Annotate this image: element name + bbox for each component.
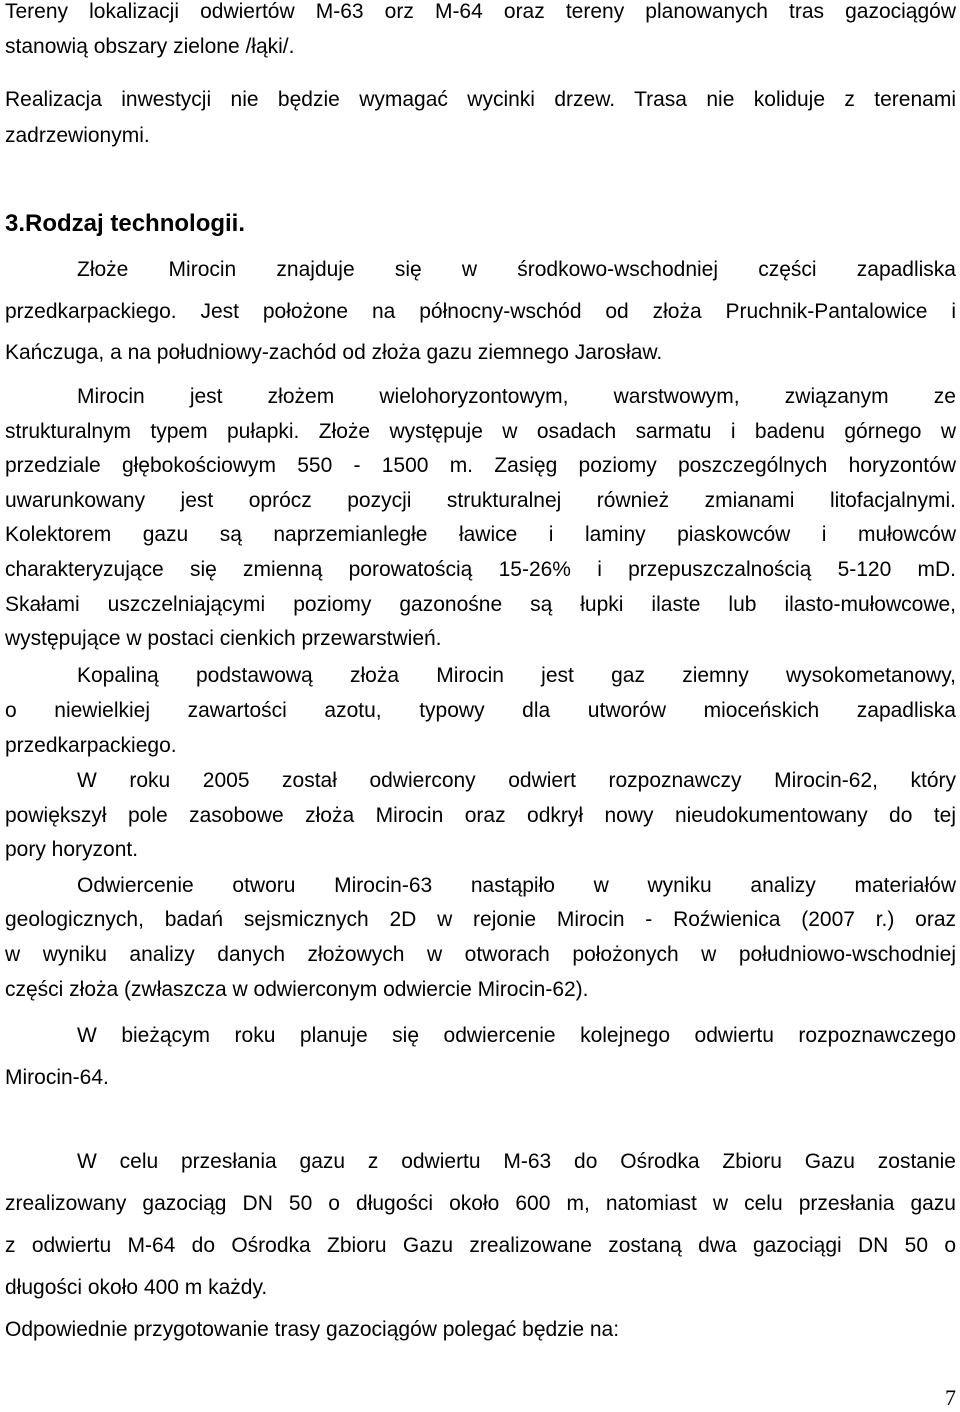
text-line: przedkarpackiego. Jest położone na północny-wschód od złoża Pruchnik-Pantalowice i <box>5 300 956 323</box>
text-line: Kańczuga, a na południowy-zachód od złoża gazu ziemnego Jarosław. <box>5 341 663 364</box>
text-line: stanowią obszary zielone /łąki/. <box>5 35 295 58</box>
text-line: Skałami uszczelniającymi poziomy gazonośne są łupki ilaste lub ilasto-mułowcowe, <box>5 593 956 616</box>
text-line: Odwiercenie otworu Mirocin-63 nastąpiło w wyniku analizy materiałów <box>77 874 956 897</box>
text-line: powiększył pole zasobowe złoża Mirocin oraz odkrył nowy nieudokumentowany do tej <box>5 804 956 827</box>
text-line: strukturalnym typem pułapki. Złoże występuje w osadach sarmatu i badenu górnego w <box>5 420 956 443</box>
text-line: zrealizowany gazociąg DN 50 o długości około 600 m, natomiast w celu przesłania gazu <box>5 1192 956 1215</box>
text-line: Mirocin-64. <box>5 1066 109 1089</box>
text-line: W celu przesłania gazu z odwiertu M-63 do Ośrodka Zbioru Gazu zostanie <box>77 1150 956 1173</box>
text-line: geologicznych, badań sejsmicznych 2D w rejonie Mirocin - Roźwienica (2007 r.) oraz <box>5 908 956 931</box>
text-line: Kolektorem gazu są naprzemianległe ławice i laminy piaskowców i mułowców <box>5 523 956 546</box>
text-line: W bieżącym roku planuje się odwiercenie kolejnego odwiertu rozpoznawczego <box>77 1024 956 1047</box>
text-line: Odpowiednie przygotowanie trasy gazociągów polegać będzie na: <box>5 1318 620 1341</box>
text-line: w wyniku analizy danych złożowych w otworach położonych w południowo-wschodniej <box>5 943 956 966</box>
text-line: Realizacja inwestycji nie będzie wymagać wycinki drzew. Trasa nie koliduje z terenami <box>5 88 956 111</box>
text-line: Mirocin jest złożem wielohoryzontowym, warstwowym, związanym ze <box>77 385 956 408</box>
text-line: uwarunkowany jest oprócz pozycji strukturalnej również zmianami litofacjalnymi. <box>5 489 956 512</box>
text-line: długości około 400 m każdy. <box>5 1276 268 1299</box>
text-line: Kopaliną podstawową złoża Mirocin jest gaz ziemny wysokometanowy, <box>77 664 956 687</box>
text-line: przedziale głębokościowym 550 - 1500 m. Zasięg poziomy poszczególnych horyzontów <box>5 454 956 477</box>
page-number: 7 <box>945 1385 956 1410</box>
text-line: W roku 2005 został odwiercony odwiert rozpoznawczy Mirocin-62, który <box>77 769 956 792</box>
text-line: przedkarpackiego. <box>5 734 177 757</box>
text-line: części złoża (zwłaszcza w odwierconym odwiercie Mirocin-62). <box>5 978 589 1001</box>
text-line: Złoże Mirocin znajduje się w środkowo-wschodniej części zapadliska <box>77 258 956 281</box>
text-line: charakteryzujące się zmienną porowatością 15-26% i przepuszczalnością 5-120 mD. <box>5 558 956 581</box>
section-heading: 3.Rodzaj technologii. <box>5 210 246 237</box>
text-line: o niewielkiej zawartości azotu, typowy dla utworów mioceńskich zapadliska <box>5 699 956 722</box>
text-line: z odwiertu M-64 do Ośrodka Zbioru Gazu zrealizowane zostaną dwa gazociągi DN 50 o <box>5 1234 956 1257</box>
text-line: występujące w postaci cienkich przewarstwień. <box>5 627 442 650</box>
text-line: pory horyzont. <box>5 838 139 861</box>
text-line: zadrzewionymi. <box>5 124 150 147</box>
text-line: Tereny lokalizacji odwiertów M-63 orz M-64 oraz tereny planowanych tras gazociągów <box>5 0 956 23</box>
